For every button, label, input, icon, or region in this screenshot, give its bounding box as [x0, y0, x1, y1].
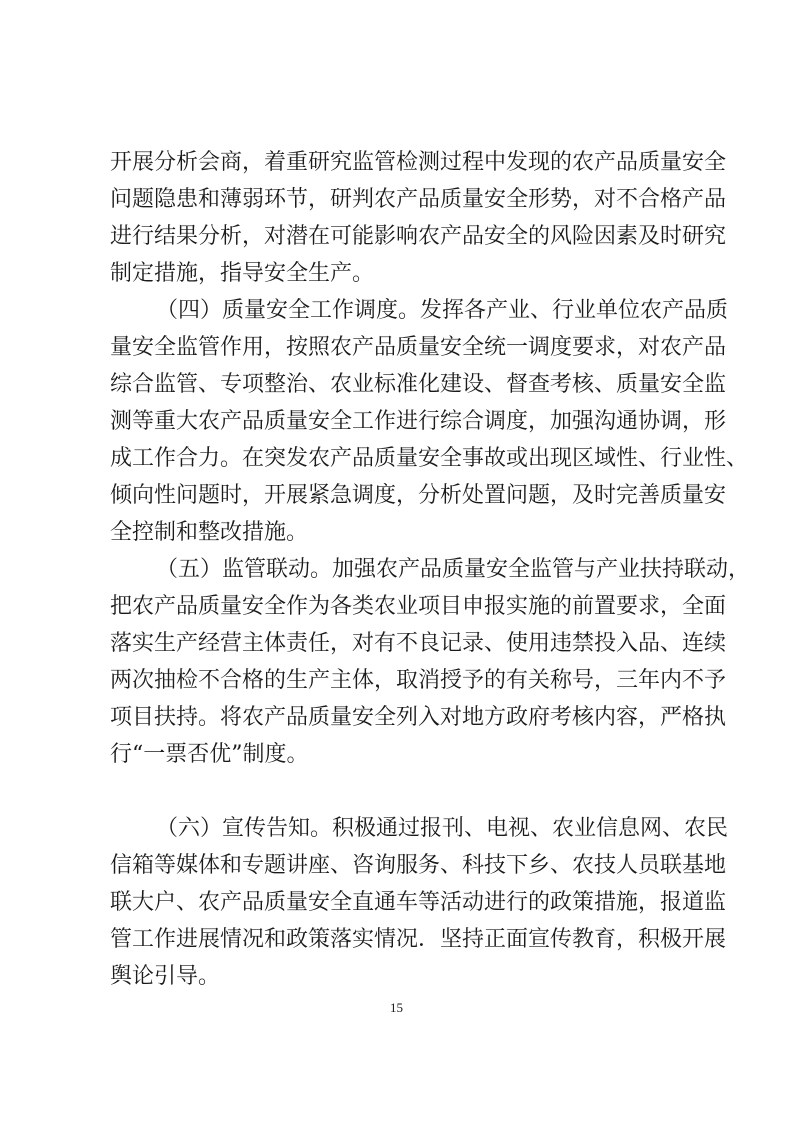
section-heading-4: （四）质量安全工作调度。发挥各产业、行业单位农产品质	[156, 298, 729, 323]
text-line: 倾向性问题时，开展紧急调度，分析处置问题，及时完善质量安	[110, 483, 727, 508]
text-line: 制定措施，指导安全生产。	[110, 261, 375, 286]
text-line: 信箱等媒体和专题讲座、咨询服务、科技下乡、农技人员联基地	[110, 853, 727, 878]
text-line: 两次抽检不合格的生产主体，取消授予的有关称号，三年内不予	[110, 668, 727, 693]
text-line: 问题隐患和薄弱环节，研判农产品质量安全形势，对不合格产品	[110, 187, 727, 212]
text-line: 量安全监管作用，按照农产品质量安全统一调度要求，对农产品	[110, 335, 727, 360]
text-line: 落实生产经营主体责任，对有不良记录、使用违禁投入品、连续	[110, 631, 727, 656]
text-line: 舆论引导。	[110, 964, 221, 989]
text-line: 测等重大农产品质量安全工作进行综合调度，加强沟通协调，形	[110, 409, 727, 434]
text-line: 全控制和整改措施。	[110, 520, 309, 545]
text-line: 进行结果分析，对潜在可能影响农产品安全的风险因素及时研究	[110, 224, 727, 249]
text-line: 管工作进展情况和政策落实情况．坚持正面宣传教育，积极开展	[110, 927, 727, 952]
section-heading-6: （六）宣传告知。积极通过报刊、电视、农业信息网、农民	[156, 816, 729, 841]
page-number: 15	[390, 1000, 403, 1015]
text-line: 综合监管、专项整治、农业标准化建设、督查考核、质量安全监	[110, 372, 727, 397]
text-line: 开展分析会商，着重研究监管检测过程中发现的农产品质量安全	[110, 150, 727, 175]
text-line: 把农产品质量安全作为各类农业项目申报实施的前置要求，全面	[110, 594, 727, 619]
text-line: 项目扶持。将农产品质量安全列入对地方政府考核内容，严格执	[110, 705, 727, 730]
text-line: 行“一票否优”制度。	[110, 742, 309, 767]
text-line: 联大户、农产品质量安全直通车等活动进行的政策措施，报道监	[110, 890, 727, 915]
section-heading-5: （五）监管联动。加强农产品质量安全监管与产业扶持联动，	[156, 557, 751, 582]
text-line: 成工作合力。在突发农产品质量安全事故或出现区域性、行业性、	[110, 446, 749, 471]
